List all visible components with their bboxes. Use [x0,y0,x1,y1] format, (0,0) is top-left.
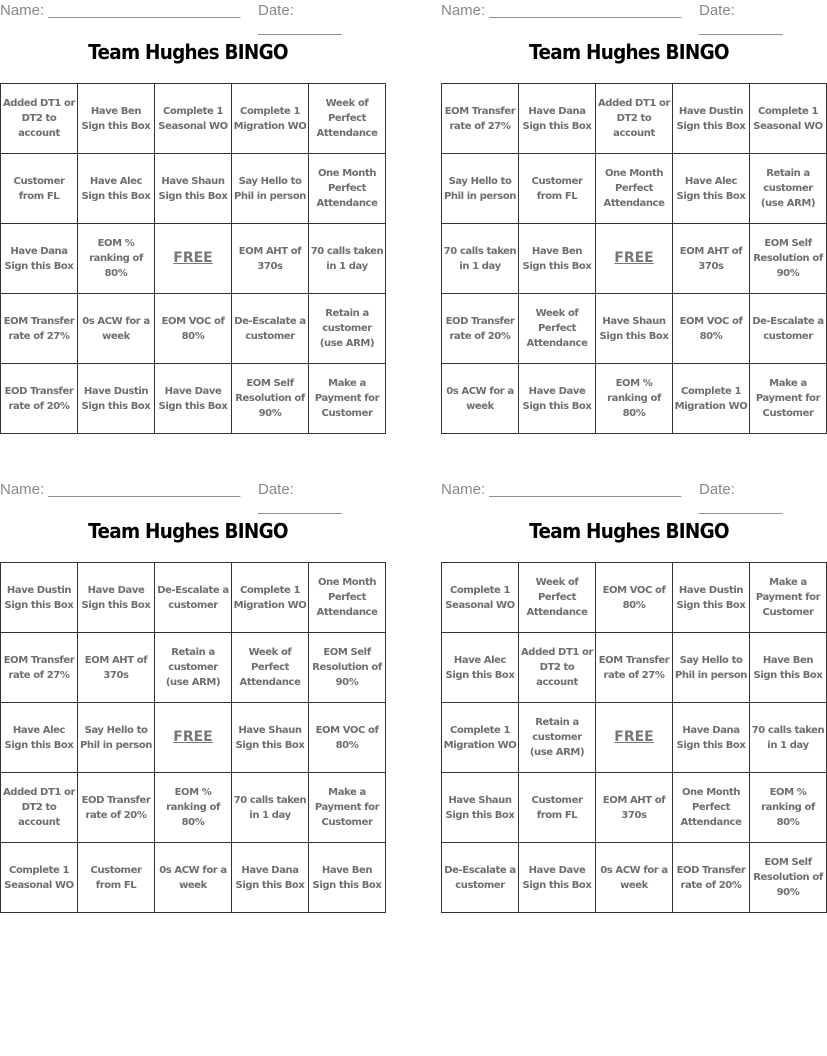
bingo-square: EOM % ranking of 80% [78,224,155,294]
bingo-square: Have Alec Sign this Box [78,154,155,224]
bingo-square: Complete 1 Migration WO [673,364,750,434]
bingo-square: Customer from FL [78,843,155,913]
bingo-square: Have Shaun Sign this Box [596,294,673,364]
bingo-square: Have Dana Sign this Box [232,843,309,913]
bingo-square: Say Hello to Phil in person [232,154,309,224]
bingo-square: 70 calls taken in 1 day [750,703,827,773]
bingo-square: One Month Perfect Attendance [309,563,386,633]
bingo-square: Have Dave Sign this Box [519,843,596,913]
bingo-card [0,0,384,440]
free-space: FREE [155,224,232,294]
bingo-square: Have Dana Sign this Box [1,224,78,294]
bingo-square: Complete 1 Migration WO [442,703,519,773]
name-label: Name: _______________________ [441,2,682,19]
bingo-square: Week of Perfect Attendance [519,294,596,364]
bingo-square: Complete 1 Migration WO [232,563,309,633]
bingo-square: Added DT1 or DT2 to account [519,633,596,703]
bingo-square: EOM VOC of 80% [309,703,386,773]
bingo-square: Have Ben Sign this Box [519,224,596,294]
date-label: Date: __________ [699,2,783,36]
bingo-square: One Month Perfect Attendance [673,773,750,843]
bingo-square: Have Alec Sign this Box [442,633,519,703]
bingo-square: Have Alec Sign this Box [1,703,78,773]
bingo-square: EOM AHT of 370s [596,773,673,843]
bingo-square: Customer from FL [1,154,78,224]
bingo-square: EOM Transfer rate of 27% [1,633,78,703]
bingo-square: Have Dave Sign this Box [155,364,232,434]
bingo-square: Make a Payment for Customer [750,563,827,633]
bingo-grid [441,562,827,913]
bingo-square: Have Dave Sign this Box [78,563,155,633]
bingo-row [1,364,386,434]
bingo-square: Say Hello to Phil in person [673,633,750,703]
bingo-row [1,843,386,913]
bingo-square: EOM Self Resolution of 90% [750,224,827,294]
name-label: Name: _______________________ [441,481,682,498]
bingo-square: Have Shaun Sign this Box [232,703,309,773]
card-header [441,2,817,36]
bingo-square: EOM Self Resolution of 90% [309,633,386,703]
bingo-row [1,773,386,843]
bingo-row [442,364,827,434]
free-space: FREE [596,703,673,773]
card-title: Team Hughes BINGO [529,519,729,543]
bingo-square: 70 calls taken in 1 day [442,224,519,294]
bingo-square: EOM Transfer rate of 27% [596,633,673,703]
bingo-square: EOM % ranking of 80% [596,364,673,434]
bingo-square: EOM AHT of 370s [78,633,155,703]
bingo-square: Retain a customer (use ARM) [309,294,386,364]
name-label: Name: _______________________ [0,2,241,19]
card-header [0,2,376,36]
bingo-square: Have Shaun Sign this Box [442,773,519,843]
bingo-square: Week of Perfect Attendance [309,84,386,154]
bingo-row [442,154,827,224]
bingo-square: Complete 1 Seasonal WO [155,84,232,154]
bingo-square: Retain a customer (use ARM) [519,703,596,773]
card-title: Team Hughes BINGO [88,519,288,543]
bingo-row [442,633,827,703]
bingo-square: De-Escalate a customer [232,294,309,364]
bingo-square: Complete 1 Migration WO [232,84,309,154]
bingo-card [441,479,825,919]
bingo-grid [0,562,386,913]
bingo-square: Make a Payment for Customer [309,773,386,843]
bingo-square: 70 calls taken in 1 day [232,773,309,843]
bingo-square: Have Dana Sign this Box [519,84,596,154]
bingo-square: Complete 1 Seasonal WO [750,84,827,154]
bingo-square: EOM % ranking of 80% [155,773,232,843]
bingo-square: EOD Transfer rate of 20% [1,364,78,434]
bingo-square: Have Dustin Sign this Box [78,364,155,434]
bingo-square: Have Dana Sign this Box [673,703,750,773]
bingo-square: One Month Perfect Attendance [309,154,386,224]
date-label: Date: __________ [258,2,342,36]
bingo-square: Week of Perfect Attendance [519,563,596,633]
bingo-square: Make a Payment for Customer [309,364,386,434]
bingo-square: 0s ACW for a week [442,364,519,434]
bingo-square: Say Hello to Phil in person [442,154,519,224]
bingo-row [1,154,386,224]
bingo-row [442,84,827,154]
free-space: FREE [596,224,673,294]
bingo-row [1,703,386,773]
bingo-square: De-Escalate a customer [155,563,232,633]
bingo-square: Have Dustin Sign this Box [673,84,750,154]
bingo-square: Make a Payment for Customer [750,364,827,434]
bingo-square: EOM AHT of 370s [232,224,309,294]
bingo-square: Added DT1 or DT2 to account [1,84,78,154]
bingo-grid [441,83,827,434]
bingo-row [442,224,827,294]
bingo-square: Complete 1 Seasonal WO [1,843,78,913]
bingo-square: Have Dustin Sign this Box [1,563,78,633]
bingo-row [442,773,827,843]
bingo-square: EOM % ranking of 80% [750,773,827,843]
bingo-square: 0s ACW for a week [596,843,673,913]
bingo-square: Have Shaun Sign this Box [155,154,232,224]
free-space: FREE [155,703,232,773]
bingo-square: Retain a customer (use ARM) [750,154,827,224]
bingo-square: 70 calls taken in 1 day [309,224,386,294]
bingo-square: EOM VOC of 80% [673,294,750,364]
date-label: Date: __________ [258,481,342,515]
bingo-square: Complete 1 Seasonal WO [442,563,519,633]
bingo-row [442,563,827,633]
bingo-square: Customer from FL [519,154,596,224]
card-header [0,481,376,515]
bingo-square: EOM VOC of 80% [155,294,232,364]
bingo-square: EOD Transfer rate of 20% [78,773,155,843]
bingo-square: Have Dustin Sign this Box [673,563,750,633]
bingo-row [1,563,386,633]
card-title: Team Hughes BINGO [529,40,729,64]
bingo-row [1,84,386,154]
bingo-square: EOM Transfer rate of 27% [1,294,78,364]
name-label: Name: _______________________ [0,481,241,498]
bingo-square: EOM AHT of 370s [673,224,750,294]
bingo-square: De-Escalate a customer [442,843,519,913]
bingo-row [1,633,386,703]
bingo-square: De-Escalate a customer [750,294,827,364]
bingo-row [442,843,827,913]
bingo-square: Have Ben Sign this Box [309,843,386,913]
bingo-square: 0s ACW for a week [155,843,232,913]
bingo-square: EOD Transfer rate of 20% [442,294,519,364]
bingo-row [1,294,386,364]
bingo-square: Say Hello to Phil in person [78,703,155,773]
bingo-square: Retain a customer (use ARM) [155,633,232,703]
bingo-row [1,224,386,294]
bingo-square: Have Ben Sign this Box [750,633,827,703]
card-title: Team Hughes BINGO [88,40,288,64]
bingo-square: Have Dave Sign this Box [519,364,596,434]
bingo-square: Have Alec Sign this Box [673,154,750,224]
date-label: Date: __________ [699,481,783,515]
bingo-card [441,0,824,440]
bingo-square: EOM Self Resolution of 90% [232,364,309,434]
bingo-square: EOM Self Resolution of 90% [750,843,827,913]
bingo-row [442,703,827,773]
bingo-square: Have Ben Sign this Box [78,84,155,154]
bingo-card [0,479,382,919]
bingo-square: EOM VOC of 80% [596,563,673,633]
bingo-square: One Month Perfect Attendance [596,154,673,224]
card-header [441,481,817,515]
bingo-square: EOM Transfer rate of 27% [442,84,519,154]
bingo-square: EOD Transfer rate of 20% [673,843,750,913]
bingo-grid [0,83,386,434]
bingo-square: Added DT1 or DT2 to account [1,773,78,843]
bingo-square: Added DT1 or DT2 to account [596,84,673,154]
bingo-square: 0s ACW for a week [78,294,155,364]
bingo-square: Week of Perfect Attendance [232,633,309,703]
bingo-square: Customer from FL [519,773,596,843]
bingo-row [442,294,827,364]
